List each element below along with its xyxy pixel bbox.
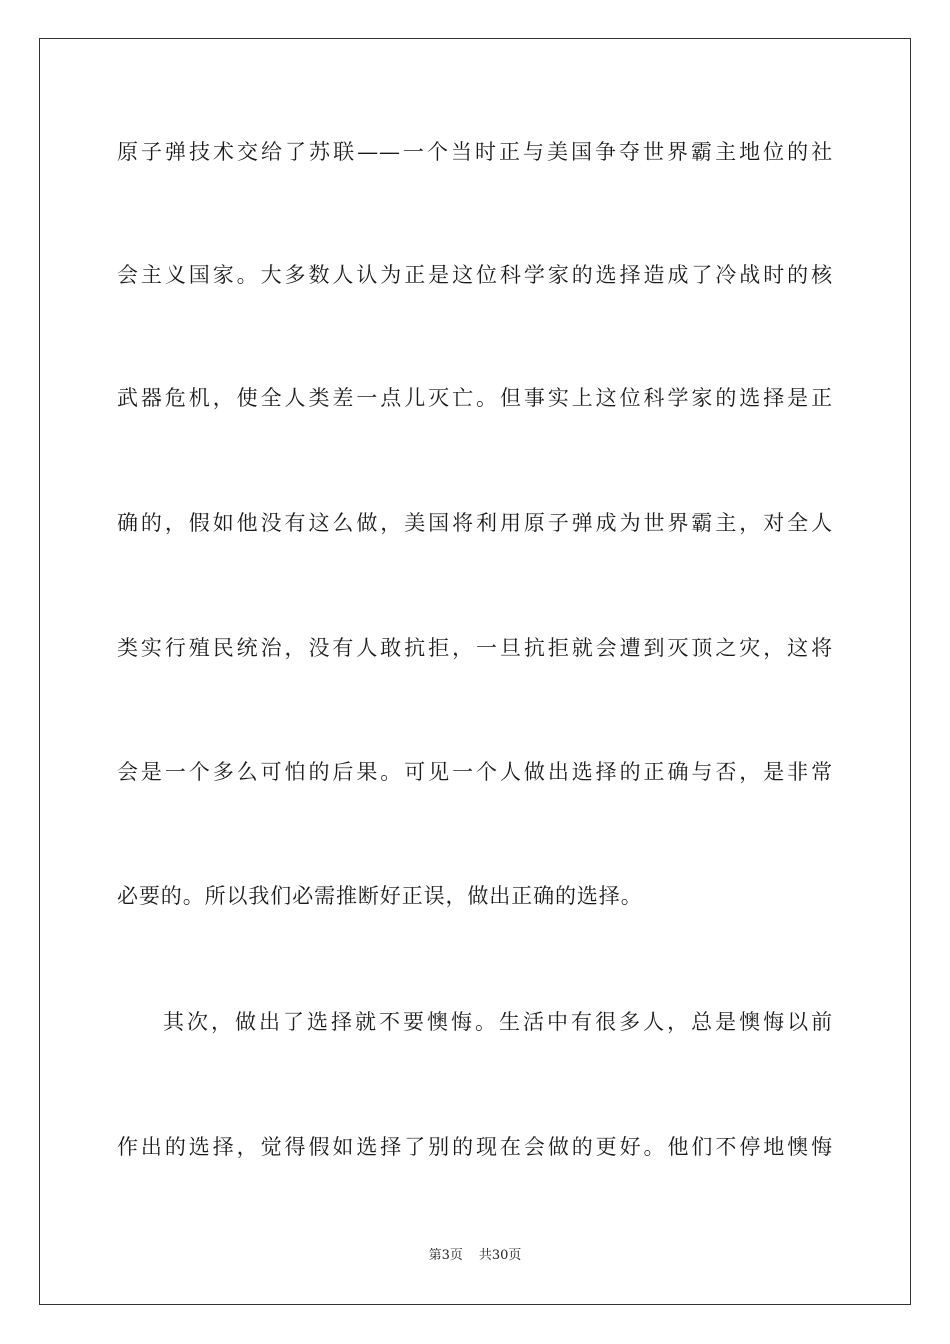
paragraph-line: 原子弹技术交给了苏联——一个当时正与美国争夺世界霸主地位的社 (117, 140, 833, 164)
total-pages: 共30页 (478, 1248, 522, 1263)
paragraph-line: 武器危机，使全人类差一点儿灭亡。但事实上这位科学家的选择是正 (117, 386, 833, 410)
page-number: 第3页 (428, 1248, 463, 1263)
paragraph-line: 确的，假如他没有这么做，美国将利用原子弹成为世界霸主，对全人 (117, 511, 833, 535)
paragraph-first-line: 其次，做出了选择就不要懊悔。生活中有很多人，总是懊悔以前 (163, 1010, 833, 1034)
page-border (39, 38, 911, 1305)
paragraph-line: 会主义国家。大多数人认为正是这位科学家的选择造成了冷战时的核 (117, 263, 833, 287)
paragraph-line: 作出的选择，觉得假如选择了别的现在会做的更好。他们不停地懊悔 (117, 1135, 833, 1159)
paragraph-line: 类实行殖民统治，没有人敢抗拒，一旦抗拒就会遭到灭顶之灾，这将 (117, 636, 833, 660)
paragraph-line: 必要的。所以我们必需推断好正误，做出正确的选择。 (117, 884, 643, 908)
page-footer (0, 1248, 950, 1264)
paragraph-line: 会是一个多么可怕的后果。可见一个人做出选择的正确与否，是非常 (117, 760, 833, 784)
